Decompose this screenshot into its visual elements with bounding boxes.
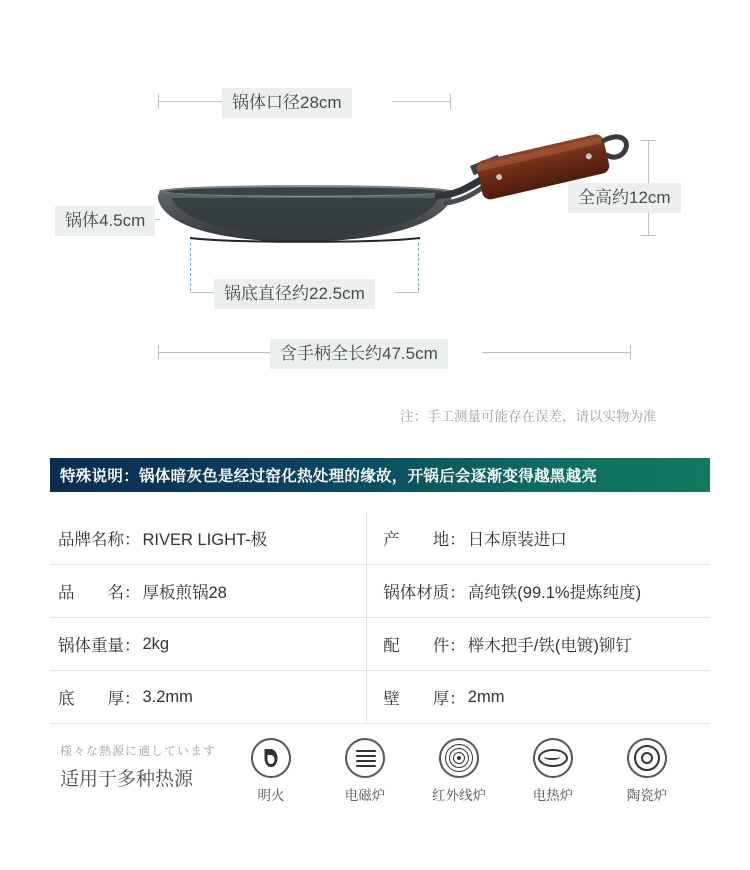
spec-cell-accessories <box>367 618 710 671</box>
ceramic-stove-icon <box>627 738 667 778</box>
spec-value: RIVER LIGHT-极 <box>142 531 268 549</box>
heat-source-item-electric <box>522 738 584 804</box>
table-row <box>50 618 710 671</box>
total-height-label: 全高约12cm <box>568 183 681 213</box>
total-length-tick-right <box>630 345 631 360</box>
spec-cell-brand <box>50 512 367 565</box>
spec-key: 锅体重量： <box>58 637 141 655</box>
measurement-footnote: 注：手工测量可能存在误差，请以实物为准 <box>400 409 657 424</box>
spec-cell-product-name <box>50 565 367 618</box>
total-length-line-right <box>482 352 630 353</box>
heat-sources-section <box>50 738 710 818</box>
total-height-tick-top <box>641 140 656 141</box>
product-dimension-diagram <box>0 0 750 430</box>
table-row <box>50 671 710 724</box>
spec-value: 2mm <box>467 687 505 706</box>
heat-source-item-open-flame <box>240 738 302 804</box>
rim-diameter-label: 锅体口径28cm <box>222 88 352 118</box>
special-note-bar: 特殊说明：锅体暗灰色是经过窑化热处理的缘故，开锅后会逐渐变得越黑越亮 <box>50 458 710 492</box>
spec-cell-weight <box>50 618 367 671</box>
base-diameter-label: 锅底直径约22.5cm <box>214 279 375 309</box>
base-diameter-line-left <box>190 292 215 293</box>
heat-source-item-induction <box>334 738 396 804</box>
spec-value: 2kg <box>142 634 170 653</box>
spec-cell-base-thickness <box>50 671 367 724</box>
base-diameter-line-right <box>395 292 419 293</box>
spec-key: 底 厚： <box>58 690 141 708</box>
induction-coil-icon <box>345 738 385 778</box>
spec-value: 厚板煎锅28 <box>142 584 227 602</box>
spec-key: 品牌名称： <box>58 531 141 549</box>
spec-cell-origin <box>367 512 710 565</box>
electric-plate-icon <box>533 738 573 778</box>
spec-value: 榉木把手/铁(电镀)铆钉 <box>467 637 632 655</box>
spec-key: 壁 厚： <box>383 690 466 708</box>
total-length-tick-left <box>158 345 159 360</box>
spec-cell-material <box>367 565 710 618</box>
flame-icon <box>251 738 291 778</box>
heat-sources-jp-title: 様々な熱源に適しています <box>60 744 217 758</box>
spec-key: 产 地： <box>383 531 466 549</box>
spec-key: 配 件： <box>383 637 466 655</box>
base-diameter-guide-right <box>418 243 419 291</box>
specification-table <box>50 512 710 724</box>
heat-source-label: 陶瓷炉 <box>626 788 668 803</box>
heat-source-icon-list <box>240 738 678 804</box>
heat-source-label: 红外线炉 <box>432 788 486 803</box>
spec-value: 3.2mm <box>142 687 193 706</box>
heat-source-label: 明火 <box>257 788 285 803</box>
body-height-label: 锅体4.5cm <box>55 206 155 236</box>
heat-sources-cn-title: 适用于多种热源 <box>60 769 194 790</box>
spec-key: 锅体材质： <box>383 584 466 602</box>
total-height-tick-bottom <box>641 235 656 236</box>
table-row <box>50 512 710 565</box>
heat-source-label: 电热炉 <box>532 788 574 803</box>
radiant-rings-icon <box>439 738 479 778</box>
heat-source-label: 电磁炉 <box>344 788 386 803</box>
table-row <box>50 565 710 618</box>
spec-value: 高纯铁(99.1%提炼纯度) <box>467 584 642 602</box>
spec-value: 日本原装进口 <box>467 531 567 549</box>
spec-cell-wall-thickness <box>367 671 710 724</box>
heat-source-item-ceramic <box>616 738 678 804</box>
spec-key: 品 名： <box>58 584 141 602</box>
total-length-label: 含手柄全长约47.5cm <box>270 339 448 369</box>
total-length-line-left <box>158 352 270 353</box>
base-diameter-guide-left <box>190 243 191 291</box>
heat-source-item-infrared <box>428 738 490 804</box>
